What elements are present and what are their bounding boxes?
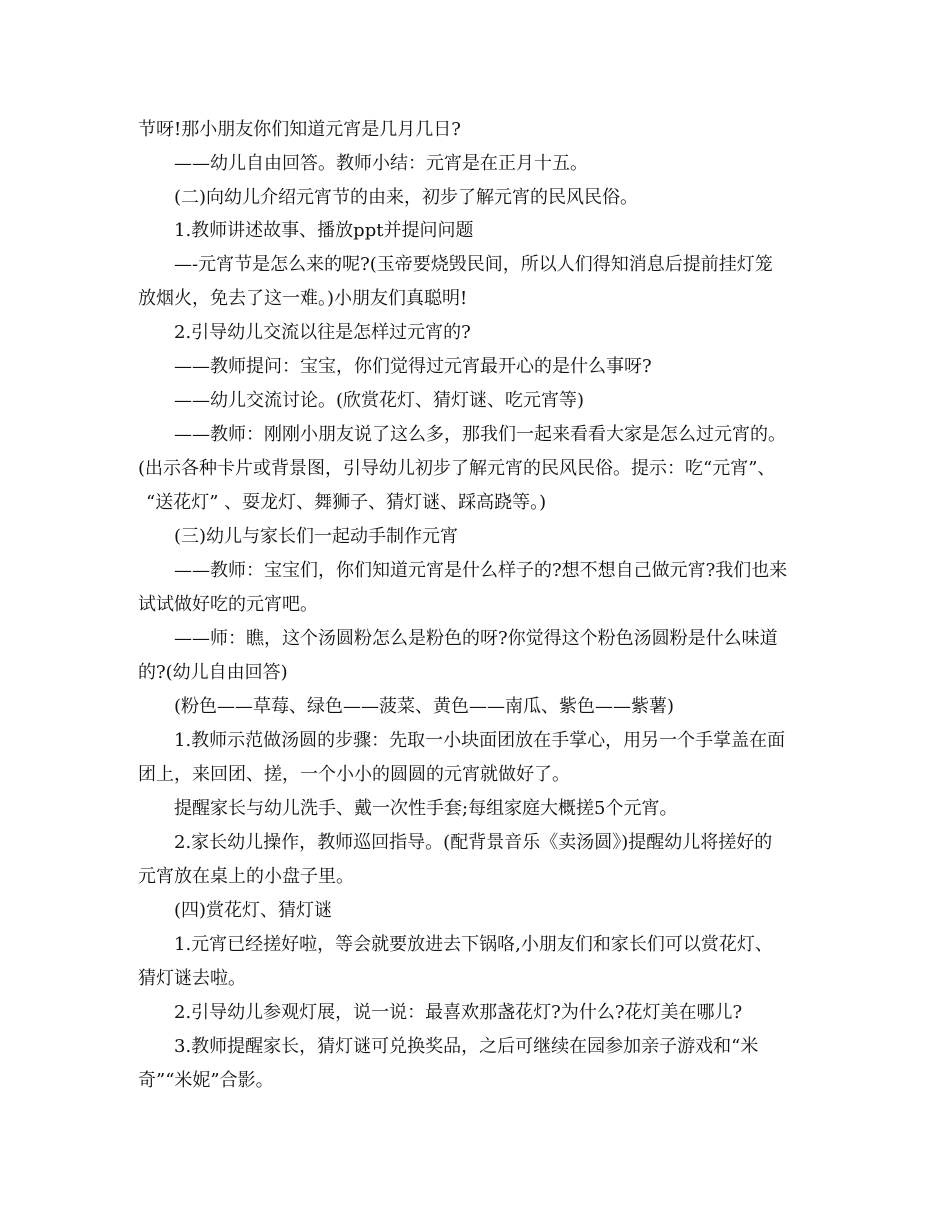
section-heading: (三)幼儿与家长们一起动手制作元宵 xyxy=(174,526,459,547)
text-line: —-元宵节是怎么来的呢?(玉帝要烧毁民间，所以人们得知消息后提前挂灯笼 xyxy=(174,254,773,275)
text-line: 奇”“米妮”合影。 xyxy=(138,1070,274,1091)
text-line: 2.引导幼儿参观灯展，说一说：最喜欢那盏花灯?为什么?花灯美在哪儿? xyxy=(174,1002,743,1023)
text-line: (出示各种卡片或背景图，引导幼儿初步了解元宵的民风民俗。提示：吃“元宵”、 xyxy=(138,458,776,479)
text-line: “送花灯” 、耍龙灯、舞狮子、猜灯谜、踩高跷等。) xyxy=(146,492,547,513)
text-line: ——教师：刚刚小朋友说了这么多，那我们一起来看看大家是怎么过元宵的。 xyxy=(174,424,786,445)
text-line: 1.元宵已经搓好啦，等会就要放进去下锅咯,小朋友们和家长们可以赏花灯、 xyxy=(174,934,773,955)
text-line: (粉色——草莓、绿色——菠菜、黄色——南瓜、紫色——紫薯) xyxy=(174,696,675,717)
text-line: ——师：瞧，这个汤圆粉怎么是粉色的呀?你觉得这个粉色汤圆粉是什么味道 xyxy=(174,628,778,649)
text-line: 放烟火，免去了这一难。)小朋友们真聪明! xyxy=(138,288,468,309)
section-heading: (四)赏花灯、猜灯谜 xyxy=(174,900,333,921)
text-line: 1.教师示范做汤圆的步骤：先取一小块面团放在手掌心，用另一个手掌盖在面 xyxy=(174,730,786,751)
text-line: 的?(幼儿自由回答) xyxy=(138,662,288,683)
text-line: 元宵放在桌上的小盘子里。 xyxy=(138,866,354,887)
text-line: 节呀!那小朋友你们知道元宵是几月几日? xyxy=(138,119,461,140)
text-line: ——教师提问：宝宝，你们觉得过元宵最开心的是什么事呀? xyxy=(174,356,652,377)
text-line: 试试做好吃的元宵吧。 xyxy=(138,594,318,615)
text-line: ——幼儿交流讨论。(欣赏花灯、猜灯谜、吃元宵等) xyxy=(174,390,585,411)
text-line: 2.家长幼儿操作，教师巡回指导。(配背景音乐《卖汤圆》)提醒幼儿将搓好的 xyxy=(174,832,773,853)
text-line: 2.引导幼儿交流以往是怎样过元宵的? xyxy=(174,322,471,343)
text-line: 猜灯谜去啦。 xyxy=(138,968,246,989)
text-line: 1.教师讲述故事、播放ppt并提问问题 xyxy=(174,220,474,241)
text-line: 提醒家长与幼儿洗手、戴一次性手套;每组家庭大概搓5个元宵。 xyxy=(174,798,678,819)
text-line: 3.教师提醒家长，猜灯谜可兑换奖品，之后可继续在园参加亲子游戏和“米 xyxy=(174,1036,759,1057)
text-line: ——幼儿自由回答。教师小结：元宵是在正月十五。 xyxy=(174,153,588,174)
text-line: 团上，来回团、搓，一个小小的圆圆的元宵就做好了。 xyxy=(138,764,570,785)
text-line: (二)向幼儿介绍元宵节的由来，初步了解元宵的民风民俗。 xyxy=(174,187,639,208)
text-line: ——教师：宝宝们，你们知道元宵是什么样子的?想不想自己做元宵?我们也来 xyxy=(174,560,788,581)
